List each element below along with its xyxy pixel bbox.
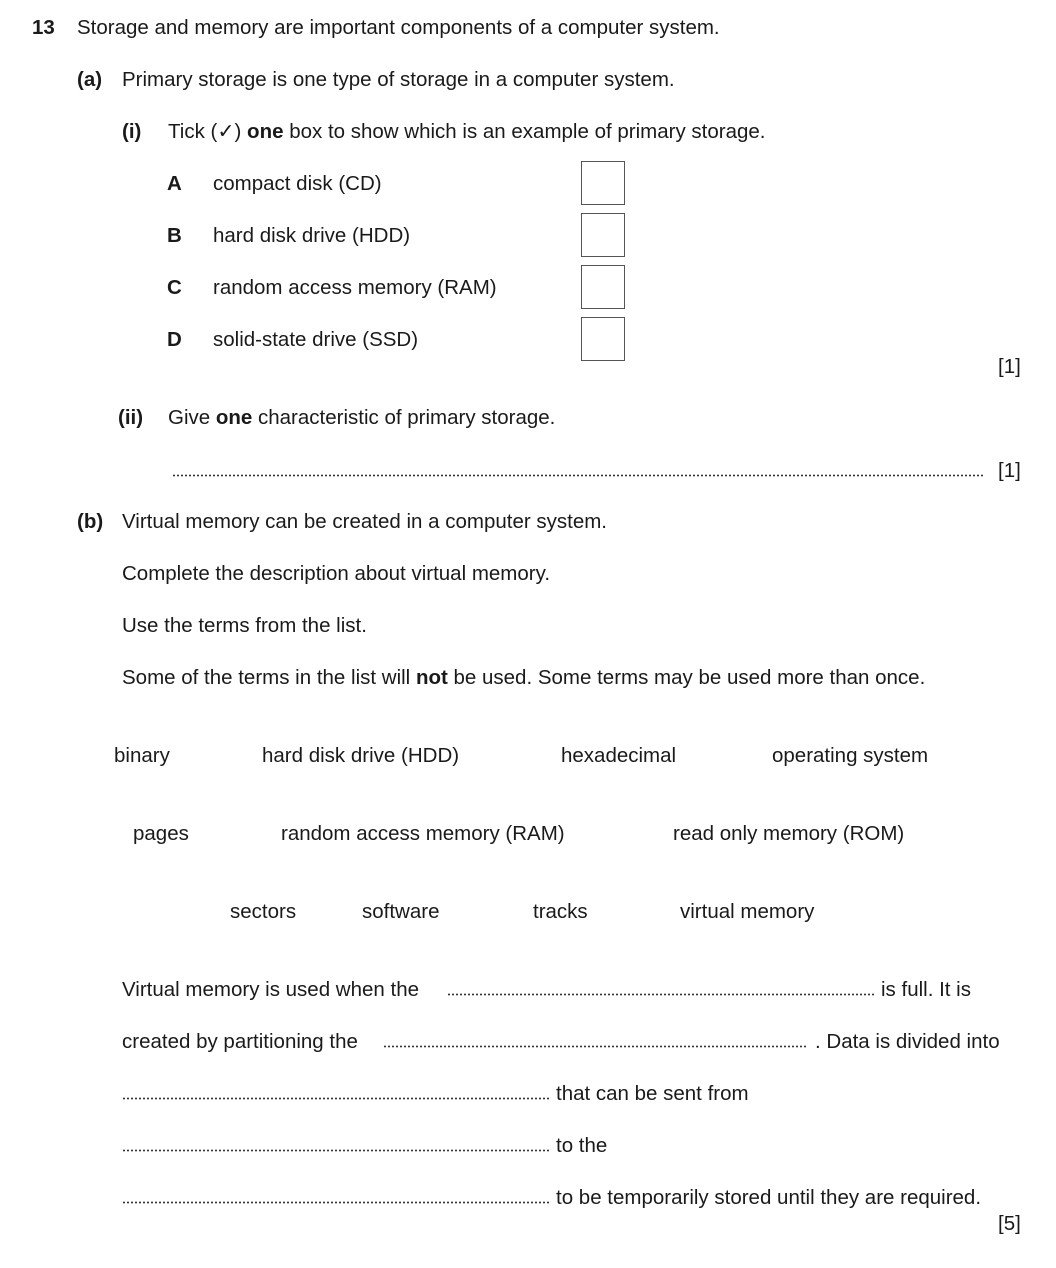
instruction-3-bold: not [415, 666, 448, 689]
term-ram: random access memory (RAM) [281, 822, 565, 845]
term-rom: read only memory (ROM) [673, 822, 905, 845]
desc-line-1-pre: Virtual memory is used when the [122, 978, 420, 1001]
answer-gap-4[interactable] [122, 1149, 549, 1152]
part-a-intro: Primary storage is one type of storage in a computer system. [122, 68, 675, 91]
answer-gap-2[interactable] [383, 1045, 808, 1048]
term-sectors: sectors [230, 900, 297, 923]
part-b-instruction-1: Complete the description about virtual memory. [122, 562, 551, 585]
sub-i-prompt-post: box to show which is an example of primary storage. [283, 120, 766, 143]
option-text-d: solid-state drive (SSD) [213, 328, 419, 351]
tick-box-b[interactable] [581, 213, 625, 257]
sub-ii-label: (ii) [118, 406, 144, 429]
option-letter-c: C [167, 276, 182, 299]
question-stem: Storage and memory are important components of a computer system. [77, 16, 720, 39]
sub-i-marks: [1] [998, 355, 1021, 378]
part-b-marks: [5] [998, 1212, 1021, 1235]
answer-gap-3[interactable] [122, 1097, 549, 1100]
option-text-b: hard disk drive (HDD) [213, 224, 411, 247]
tick-box-a[interactable] [581, 161, 625, 205]
option-text-a: compact disk (CD) [213, 172, 382, 195]
option-text-c: random access memory (RAM) [213, 276, 497, 299]
sub-ii-prompt-pre: Give [168, 406, 216, 429]
term-tracks: tracks [533, 900, 588, 923]
question-number: 13 [32, 16, 55, 39]
option-letter-d: D [167, 328, 182, 351]
term-software: software [362, 900, 440, 923]
desc-line-2-pre: created by partitioning the [122, 1030, 358, 1053]
sub-ii-prompt-bold: one [215, 406, 253, 429]
term-virtual-memory: virtual memory [680, 900, 815, 923]
sub-ii-marks: [1] [998, 459, 1021, 482]
sub-i-prompt [168, 120, 765, 144]
term-operating-system: operating system [772, 744, 929, 767]
sub-ii-prompt-post: characteristic of primary storage. [252, 406, 556, 429]
desc-line-3-post: that can be sent from [556, 1082, 749, 1105]
tick-box-d[interactable] [581, 317, 625, 361]
answer-gap-5[interactable] [122, 1201, 549, 1204]
term-binary: binary [114, 744, 170, 767]
desc-line-1-post: is full. It is [881, 978, 971, 1001]
part-b-instruction-3 [122, 666, 925, 690]
desc-line-5-post: to be temporarily stored until they are required. [556, 1186, 982, 1209]
term-hexadecimal: hexadecimal [561, 744, 677, 767]
instruction-3-post: be used. Some terms may be used more than once. [447, 666, 926, 689]
instruction-3-pre: Some of the terms in the list will [122, 666, 416, 689]
part-b-instruction-2: Use the terms from the list. [122, 614, 367, 637]
part-a-label: (a) [77, 68, 103, 91]
desc-line-4-post: to the [556, 1134, 608, 1157]
sub-i-label: (i) [122, 120, 142, 143]
sub-i-prompt-pre: Tick (✓) [168, 120, 248, 143]
term-hdd: hard disk drive (HDD) [262, 744, 460, 767]
tick-box-c[interactable] [581, 265, 625, 309]
sub-ii-prompt [168, 406, 555, 430]
term-pages: pages [133, 822, 189, 845]
option-letter-a: A [167, 172, 182, 195]
option-letter-b: B [167, 224, 182, 247]
desc-line-2-post: . Data is divided into [815, 1030, 1000, 1053]
part-b-label: (b) [77, 510, 104, 533]
answer-gap-1[interactable] [447, 993, 874, 996]
sub-i-prompt-bold: one [247, 120, 284, 143]
part-b-intro: Virtual memory can be created in a computer system. [122, 510, 607, 533]
answer-line-sub-ii[interactable] [172, 474, 984, 477]
